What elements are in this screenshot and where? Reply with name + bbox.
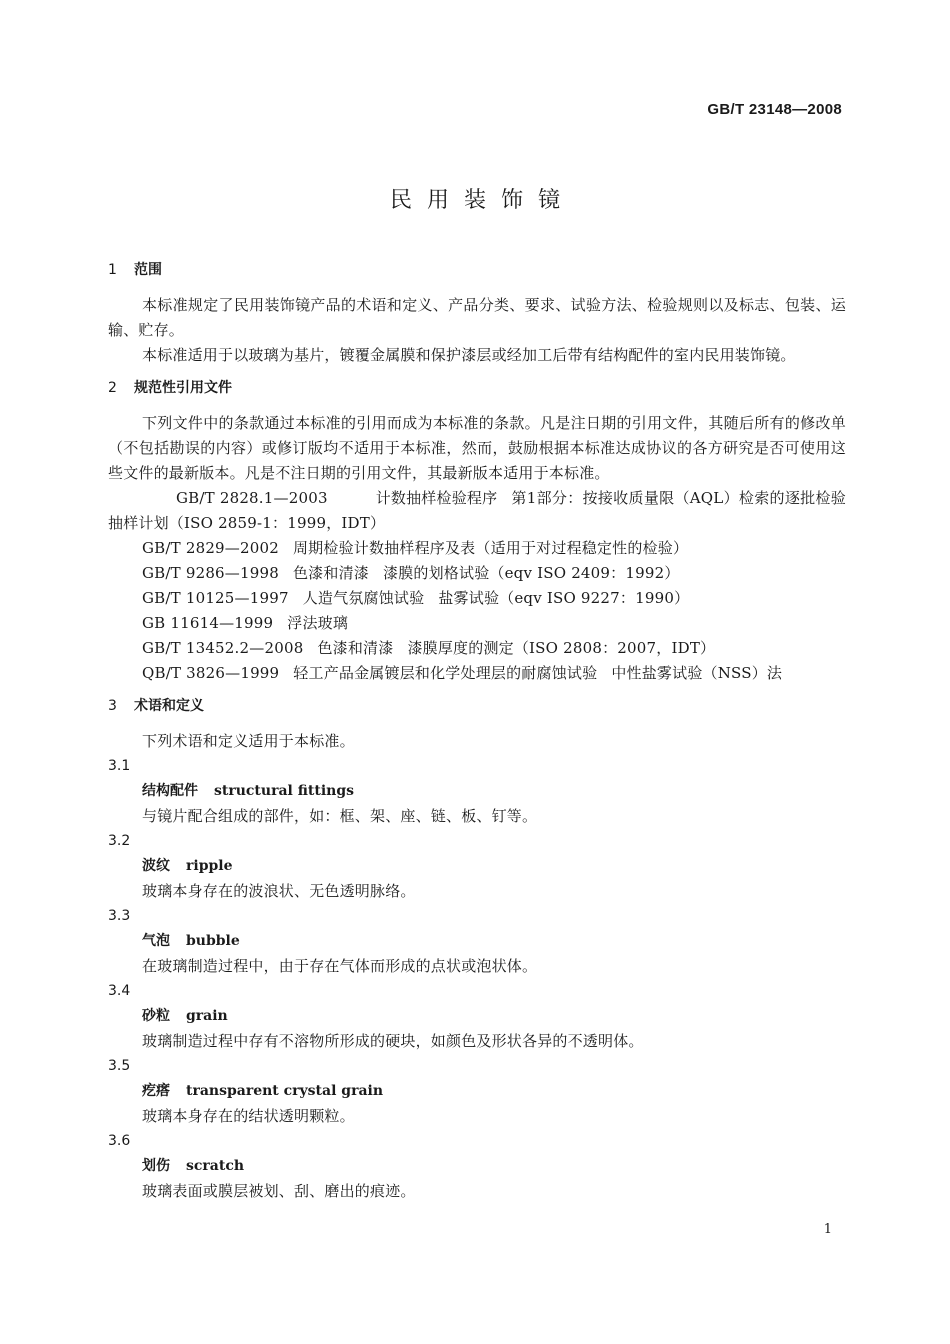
term-number: 3.2: [108, 833, 131, 849]
reference-item: [108, 636, 846, 661]
reference-code: GB/T 10125—1997: [142, 589, 289, 607]
term-zh: 结构配件: [142, 783, 198, 799]
section-heading-normative-references: [108, 376, 846, 401]
paragraph: 下列文件中的条款通过本标准的引用而成为本标准的条款。凡是注日期的引用文件，其随后所有的修改单（不包括勘误的内容）或修订版均不适用于本标准，然而，鼓励根据本标准达成协议的各方研究是否可使用这些文件的最新版本。凡是不注日期的引用文件，其最新版本适用于本标准。: [108, 414, 846, 482]
section-number: 1: [108, 262, 117, 278]
document-title: 民用装饰镜: [389, 188, 575, 213]
reference-item: [108, 561, 846, 586]
reference-code: GB 11614—1999: [142, 614, 274, 632]
section-title: 规范性引用文件: [134, 380, 232, 396]
term-zh: 砂粒: [142, 1008, 170, 1024]
term-en: scratch: [186, 1158, 245, 1174]
document-body: [108, 258, 846, 1204]
term-definition: 玻璃制造过程中存有不溶物所形成的硬块，如颜色及形状各异的不透明体。: [142, 1032, 644, 1050]
term-zh: 疙瘩: [142, 1083, 170, 1099]
term-definition: 与镜片配合组成的部件，如：框、架、座、链、板、钉等。: [142, 807, 538, 825]
reference-subtitle: 漆膜厚度的测定（ISO 2808：2007，IDT）: [407, 639, 716, 657]
term-number: 3.4: [108, 983, 131, 999]
standard-number: GB/T 23148—2008: [707, 101, 842, 118]
reference-subtitle: 中性盐雾试验（NSS）法: [611, 664, 783, 682]
term-en: ripple: [186, 858, 233, 874]
reference-title: 色漆和清漆: [317, 639, 394, 657]
term-name: [108, 854, 846, 879]
term-definition: 玻璃本身存在的结状透明颗粒。: [142, 1107, 355, 1125]
reference-subtitle: 第1部分：按接收质量限（AQL）检索的逐批检验抽样计划（ISO 2859-1：1999，IDT）: [108, 489, 846, 532]
reference-title: 人造气氛腐蚀试验: [302, 589, 425, 607]
reference-title: 色漆和清漆: [292, 564, 369, 582]
reference-item: [108, 536, 846, 561]
reference-code: GB/T 13452.2—2008: [142, 639, 304, 657]
term-en: transparent crystal grain: [186, 1083, 384, 1099]
section-number: 3: [108, 698, 117, 714]
reference-item: [108, 586, 846, 611]
term-name: [108, 929, 846, 954]
term-definition: 在玻璃制造过程中，由于存在气体而形成的点状或泡状体。: [142, 957, 538, 975]
reference-code: QB/T 3826—1999: [142, 664, 280, 682]
reference-title: 计数抽样检验程序: [375, 489, 498, 507]
section-title: 范围: [134, 262, 162, 278]
section-title: 术语和定义: [134, 698, 204, 714]
reference-code: GB/T 2829—2002: [142, 539, 279, 557]
term-number: 3.3: [108, 908, 131, 924]
term-number: 3.1: [108, 758, 131, 774]
term-name: [108, 1079, 846, 1104]
term-name: [108, 1154, 846, 1179]
paragraph: 本标准适用于以玻璃为基片，镀覆金属膜和保护漆层或经加工后带有结构配件的室内民用装饰镜。: [142, 346, 796, 364]
term-zh: 波纹: [142, 858, 170, 874]
reference-code: GB/T 9286—1998: [142, 564, 279, 582]
term-number: 3.5: [108, 1058, 131, 1074]
term-zh: 划伤: [142, 1158, 170, 1174]
section-number: 2: [108, 380, 117, 396]
reference-subtitle: 盐雾试验（eqv ISO 9227：1990）: [438, 589, 690, 607]
reference-subtitle: 漆膜的划格试验（eqv ISO 2409：1992）: [383, 564, 680, 582]
reference-title: 浮法玻璃: [287, 614, 349, 632]
paragraph: 本标准规定了民用装饰镜产品的术语和定义、产品分类、要求、试验方法、检验规则以及标志、包装、运输、贮存。: [108, 296, 846, 339]
reference-item: [108, 611, 846, 636]
term-number: 3.6: [108, 1133, 131, 1149]
term-definition: 玻璃本身存在的波浪状、无色透明脉络。: [142, 882, 416, 900]
term-en: structural fittings: [214, 783, 354, 799]
term-en: bubble: [186, 933, 240, 949]
reference-code: GB/T 2828.1—2003: [176, 489, 328, 507]
reference-item: [108, 486, 846, 536]
reference-title: 轻工产品金属镀层和化学处理层的耐腐蚀试验: [293, 664, 598, 682]
section-heading-scope: [108, 258, 846, 283]
paragraph: 下列术语和定义适用于本标准。: [142, 732, 355, 750]
section-heading-terms: [108, 694, 846, 719]
reference-title: 周期检验计数抽样程序及表（适用于对过程稳定性的检验）: [292, 539, 689, 557]
term-name: [108, 779, 846, 804]
page-number: 1: [823, 1222, 832, 1237]
term-name: [108, 1004, 846, 1029]
term-zh: 气泡: [142, 933, 170, 949]
reference-item: [108, 661, 846, 686]
term-definition: 玻璃表面或膜层被划、刮、磨出的痕迹。: [142, 1182, 416, 1200]
term-en: grain: [186, 1008, 228, 1024]
